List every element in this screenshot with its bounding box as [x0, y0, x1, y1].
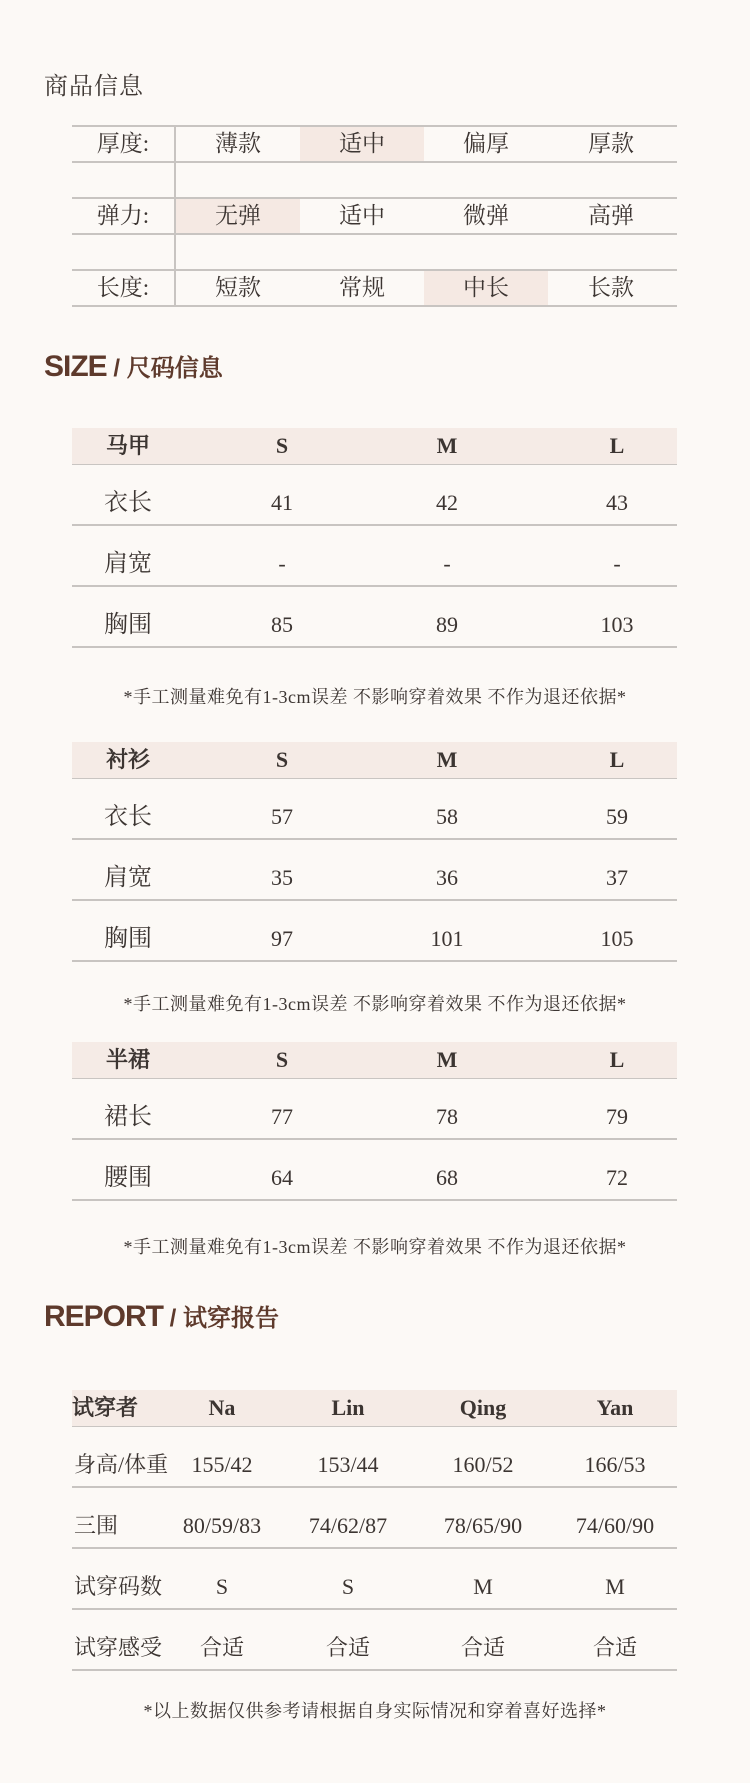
cell-l: 59	[606, 804, 628, 829]
property-row-elasticity	[72, 199, 677, 235]
table-row	[72, 1426, 677, 1488]
value-cell: M	[605, 1574, 625, 1599]
model-name: Yan	[596, 1395, 634, 1420]
row-label: 衣长	[104, 804, 152, 830]
table-header	[72, 1390, 677, 1427]
report-heading-sep: /	[163, 1305, 184, 1332]
option-regular: 常规	[339, 275, 385, 300]
value-cell: 160/52	[452, 1452, 514, 1477]
table-row	[72, 525, 677, 587]
column-m: M	[436, 747, 458, 772]
cell-s: -	[278, 551, 286, 576]
size-heading-cn: 尺码信息	[126, 355, 223, 382]
cell-m: 36	[436, 865, 458, 890]
property-spacer-row	[72, 235, 677, 271]
value-cell: S	[341, 1574, 355, 1599]
size-heading-en: SIZE	[44, 350, 107, 383]
property-label: 弹力:	[96, 203, 150, 228]
cell-m: 68	[436, 1165, 458, 1190]
value-cell: 合适	[460, 1635, 505, 1660]
table-row	[72, 586, 677, 648]
option-high-stretch: 高弹	[588, 203, 634, 228]
table-row	[72, 1078, 677, 1140]
model-name: Lin	[331, 1395, 365, 1420]
value-cell: 153/44	[317, 1452, 379, 1477]
row-label: 试穿码数	[74, 1574, 163, 1599]
measurement-note: *手工测量难免有1-3cm误差 不影响穿着效果 不作为退还依据*	[123, 687, 627, 707]
row-label: 衣长	[104, 490, 152, 516]
column-l: L	[609, 1047, 625, 1072]
row-label: 胸围	[104, 926, 152, 952]
model-name: Na	[208, 1395, 236, 1420]
row-label: 肩宽	[104, 865, 152, 891]
option-thin: 薄款	[215, 131, 261, 156]
table-row	[72, 1139, 677, 1201]
measurement-note: *手工测量难免有1-3cm误差 不影响穿着效果 不作为退还依据*	[123, 994, 627, 1014]
report-heading-cn: 试穿报告	[183, 1305, 280, 1332]
table-row	[72, 1548, 677, 1610]
column-l: L	[609, 433, 625, 458]
property-spacer-row	[72, 163, 677, 199]
cell-s: 85	[271, 612, 293, 637]
option-slight-stretch: 微弹	[463, 203, 509, 228]
column-l: L	[609, 747, 625, 772]
report-note: *以上数据仅供参考请根据自身实际情况和穿着喜好选择*	[143, 1701, 607, 1721]
option-no-stretch-selected: 无弹	[176, 199, 300, 233]
row-label: 试穿感受	[74, 1635, 163, 1660]
property-row-thickness	[72, 127, 677, 163]
option-thick: 厚款	[588, 131, 634, 156]
cell-m: 101	[430, 926, 464, 951]
table-row	[72, 900, 677, 962]
cell-s: 35	[271, 865, 293, 890]
column-s: S	[275, 747, 289, 772]
value-cell: 合适	[199, 1635, 244, 1660]
row-label: 身高/体重	[74, 1452, 169, 1477]
value-cell: 合适	[325, 1635, 370, 1660]
model-name: Qing	[459, 1395, 507, 1420]
table-row	[72, 464, 677, 526]
property-label: 厚度:	[96, 131, 150, 156]
product-info-title: 商品信息	[44, 74, 144, 100]
cell-m: 42	[436, 490, 458, 515]
cell-s: 64	[271, 1165, 293, 1190]
header-label: 试穿者	[72, 1395, 139, 1420]
cell-l: 43	[606, 490, 628, 515]
report-heading	[44, 1298, 279, 1334]
cell-l: 72	[606, 1165, 628, 1190]
row-label: 肩宽	[104, 551, 152, 577]
size-heading	[44, 348, 223, 384]
table-row	[72, 1487, 677, 1549]
property-label: 长度:	[96, 275, 150, 300]
table-row	[72, 778, 677, 840]
cell-m: -	[443, 551, 451, 576]
option-medium-selected: 适中	[300, 127, 424, 161]
value-cell: 80/59/83	[182, 1513, 262, 1538]
measurement-note: *手工测量难免有1-3cm误差 不影响穿着效果 不作为退还依据*	[123, 1237, 627, 1257]
garment-name: 衬衫	[105, 747, 150, 772]
cell-l: -	[613, 551, 621, 576]
option-moderate: 适中	[339, 203, 385, 228]
property-row-length	[72, 271, 677, 307]
cell-l: 105	[600, 926, 634, 951]
report-heading-en: REPORT	[44, 1300, 164, 1333]
value-cell: 166/53	[584, 1452, 646, 1477]
table-header	[72, 1042, 677, 1079]
row-label: 腰围	[104, 1165, 152, 1191]
cell-m: 89	[436, 612, 458, 637]
garment-name: 半裙	[105, 1047, 150, 1072]
cell-m: 58	[436, 804, 458, 829]
value-cell: 合适	[592, 1635, 637, 1660]
cell-l: 103	[600, 612, 634, 637]
column-s: S	[275, 1047, 289, 1072]
cell-s: 41	[271, 490, 293, 515]
option-long: 长款	[588, 275, 634, 300]
column-m: M	[436, 433, 458, 458]
column-m: M	[436, 1047, 458, 1072]
option-thickish: 偏厚	[463, 131, 509, 156]
value-cell: 74/62/87	[308, 1513, 388, 1538]
row-label: 胸围	[104, 612, 152, 638]
row-label: 裙长	[104, 1104, 152, 1130]
column-s: S	[275, 433, 289, 458]
option-mid-length-selected: 中长	[424, 271, 548, 305]
row-label: 三围	[74, 1513, 119, 1538]
table-row	[72, 839, 677, 901]
size-heading-sep: /	[106, 355, 127, 382]
value-cell: 78/65/90	[443, 1513, 523, 1538]
option-short: 短款	[215, 275, 261, 300]
value-cell: S	[215, 1574, 229, 1599]
table-row	[72, 1609, 677, 1671]
value-cell: 155/42	[191, 1452, 253, 1477]
cell-s: 57	[271, 804, 293, 829]
cell-l: 79	[606, 1104, 628, 1129]
cell-s: 77	[271, 1104, 293, 1129]
garment-name: 马甲	[105, 433, 150, 458]
table-header	[72, 742, 677, 779]
table-header	[72, 428, 677, 465]
cell-l: 37	[606, 865, 628, 890]
cell-m: 78	[436, 1104, 458, 1129]
cell-s: 97	[271, 926, 293, 951]
value-cell: M	[473, 1574, 493, 1599]
value-cell: 74/60/90	[575, 1513, 655, 1538]
